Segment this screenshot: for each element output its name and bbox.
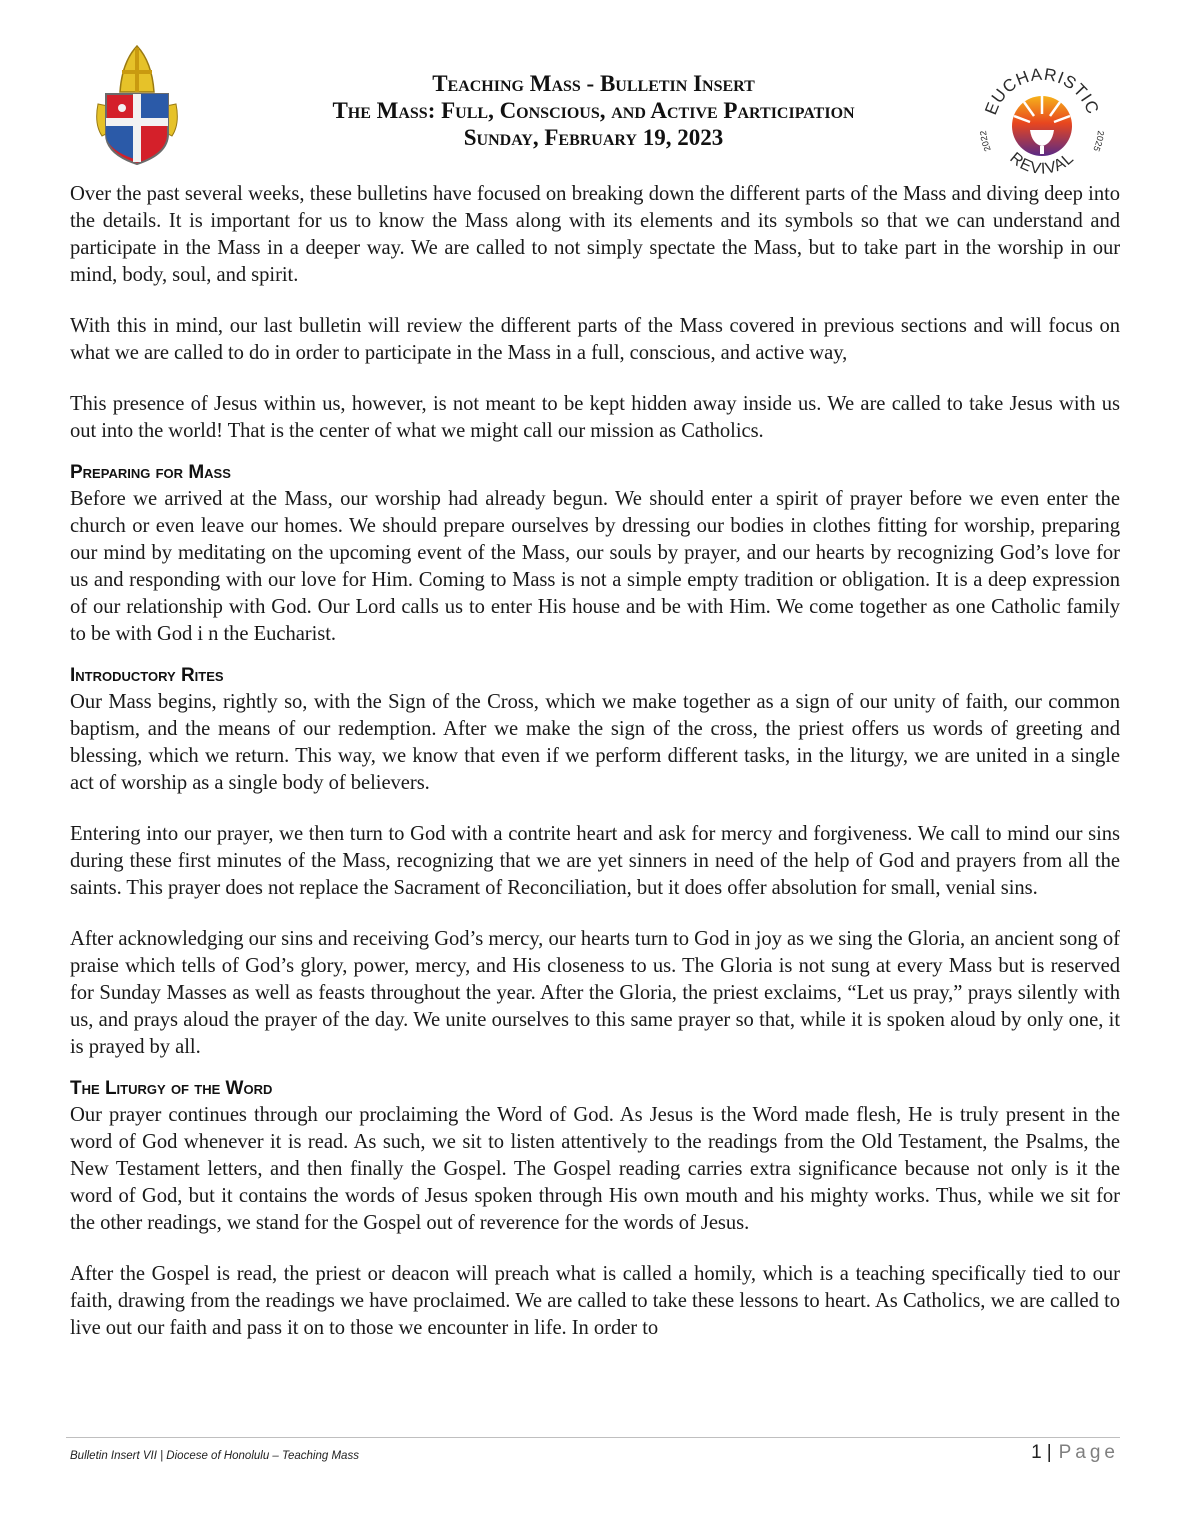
header-titles xyxy=(230,70,957,151)
preparing-paragraph-1: Before we arrived at the Mass, our worship had already begun. We should enter a spirit of prayer before we even enter the church or even leave our homes. We should prepare ourselves by dressing our bodies in clothes fitting for worship, preparing our mind by meditating on the upcoming event of the Mass, our souls by prayer, and our hearts by recognizing God’s love for us and responding with our love for Him. Coming to Mass is not a simple empty tradition or obligation. It is a deep expression of our relationship with God. Our Lord calls us to enter His house and be with Him. We come together as one Catholic family to be with God i n the Eucharist. xyxy=(70,488,1120,645)
page-separator: | xyxy=(1046,1442,1053,1463)
footer-divider xyxy=(66,1437,1120,1438)
title-line-3: Sunday, February 19, 2023 xyxy=(463,125,724,150)
document-body xyxy=(70,181,1120,1366)
intro-paragraph-1: Over the past several weeks, these bulletins have focused on breaking down the different parts of the Mass and diving deep into the details. It is important for us to know the Mass along with its elements and its symbols so that we can understand and participate in the Mass in a deeper way. We are called to not simply spectate the Mass, but to take part in the worship in our mind, body, soul, and spirit. xyxy=(70,183,1120,286)
title-line-2: The Mass: Full, Conscious, and Active Participation xyxy=(332,98,855,123)
revival-year-left: 2022 xyxy=(978,130,993,153)
revival-word-top: EUCHARISTIC xyxy=(981,64,1103,118)
intro-paragraph-3: This presence of Jesus within us, however, is not meant to be kept hidden away inside us. We are called to take Jesus with us out into the world! That is the center of what we might call our mission as Catholics. xyxy=(70,393,1120,442)
page-number xyxy=(1031,1442,1119,1464)
revival-year-right: 2025 xyxy=(1091,130,1106,153)
introductory-paragraph-2: Entering into our prayer, we then turn to God with a contrite heart and ask for mercy and forgiveness. We call to mind our sins during these first minutes of the Mass, recognizing that we are yet sinners in need of the help of God and prayers from all the saints. This prayer does not replace the Sacrament of Reconciliation, but it does offer absolution for small, venial sins. xyxy=(70,823,1120,899)
section-heading-liturgy-of-the-word: The Liturgy of the Word xyxy=(70,1078,273,1099)
svg-text:2025 xyxy=(1091,130,1106,153)
liturgy-word-paragraph-1: Our prayer continues through our proclaiming the Word of God. As Jesus is the Word made flesh, He is truly present in the word of God whenever it is read. As such, we sit to listen attentively to the readings from the Old Testament, the Psalms, the New Testament letters, and then finally the Gospel. The Gospel reading carries extra significance because not only is it the word of God, but it contains the words of Jesus spoken through His own mouth and his mighty works. Thus, while we sit for the other readings, we stand for the Gospel out of reverence for the words of Jesus. xyxy=(70,1104,1120,1234)
section-heading-introductory-rites: Introductory Rites xyxy=(70,665,224,686)
title-line-1: Teaching Mass - Bulletin Insert xyxy=(432,71,755,96)
introductory-paragraph-1: Our Mass begins, rightly so, with the Sign of the Cross, which we make together as a sign of our unity of faith, our common baptism, and the means of our redemption. After we make the sign of the cross, the priest offers us words of greeting and blessing, which we return. This way, we know that even if we perform different tasks, in the liturgy, we are united in a single act of worship as a single body of believers. xyxy=(70,691,1120,794)
eucharistic-revival-logo xyxy=(972,52,1112,192)
footer-caption: Bulletin Insert VII | Diocese of Honolulu – Teaching Mass xyxy=(70,1450,359,1462)
diocese-crest-logo xyxy=(92,40,182,168)
liturgy-word-paragraph-2: After the Gospel is read, the priest or deacon will preach what is called a homily, which is a teaching specifically tied to our faith, drawing from the readings we have proclaimed. We are called to take these lessons to heart. As Catholics, we are called to live out our faith and pass it on to those we encounter in life. In order to xyxy=(70,1263,1120,1339)
intro-paragraph-2: With this in mind, our last bulletin will review the different parts of the Mass covered in previous sections and will focus on what we are called to do in order to participate in the Mass in a full, conscious, and active way, xyxy=(70,315,1120,364)
page-header xyxy=(0,38,1187,179)
svg-text:2022 xyxy=(978,130,993,153)
page-word: Page xyxy=(1058,1442,1119,1463)
page-number-value: 1 xyxy=(1031,1442,1043,1463)
revival-word-bottom: REVIVAL xyxy=(1006,149,1078,179)
section-heading-preparing: Preparing for Mass xyxy=(70,462,231,483)
introductory-paragraph-3: After acknowledging our sins and receiving God’s mercy, our hearts turn to God in joy as we sing the Gloria, an ancient song of praise which tells of God’s glory, power, mercy, and His closeness to us. The Gloria is not sung at every Mass but is reserved for Sunday Masses as well as feasts throughout the year. After the Gloria, the priest exclaims, “Let us pray,” prays silently with us, and prays aloud the prayer of the day. We unite ourselves to this same prayer so that, while it is spoken aloud by only one, it is prayed by all. xyxy=(70,928,1120,1058)
